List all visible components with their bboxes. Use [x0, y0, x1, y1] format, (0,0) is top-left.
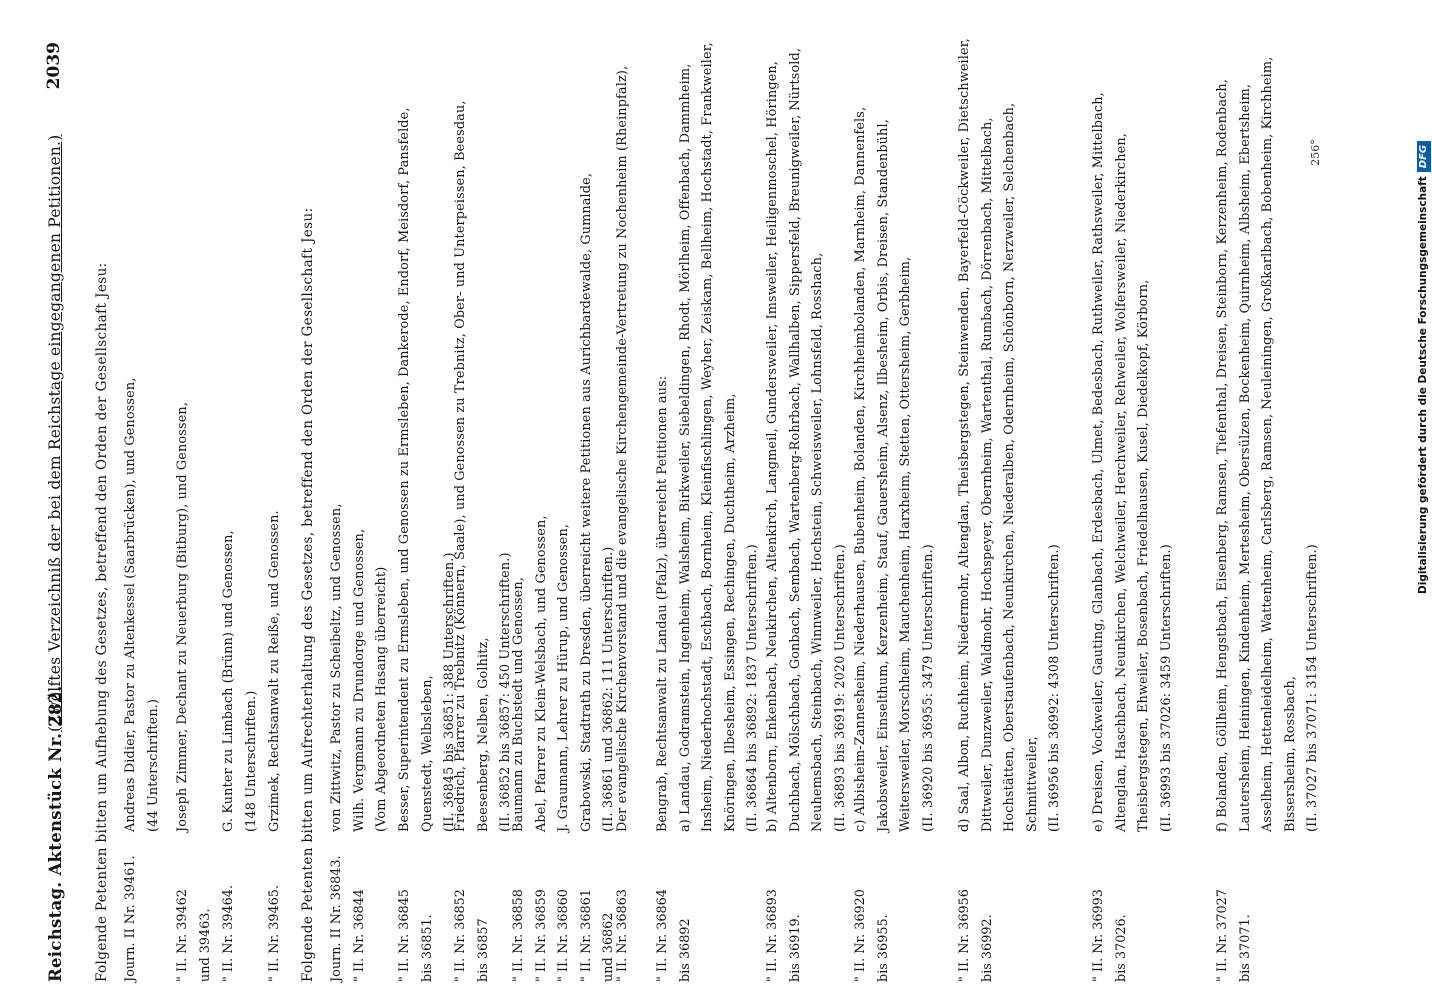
petition-ref: " II. Nr. 36893 bis 36919. — [765, 889, 803, 982]
petition-text: von Zittwitz, Pastor zu Scheibeltz, und Genossen, Wilh. Vergmann zu Drundorge und Genossen, (Vom Abgeordneten Hasang überreicht) — [329, 503, 389, 832]
petition-text: Grzimek, Rechtsanwalt zu Reiße, und Genossen. — [267, 510, 282, 832]
petition-ref: " II. Nr. 39465. — [267, 884, 282, 982]
petition-text: Andreas Didier, Pastor zu Altenkessel (Saarbrücken), und Genossen, (44 Unterschriften.) — [123, 377, 161, 832]
petition-text: Besser, Superintendent zu Ermsleben, und Genossen zu Ermsleben, Dankerode, Endorf, Meisdorf, Pansfelde, Quenstedt, Welbsleben, (II. 36845 bis 36851: 388 Unterschriften.) — [397, 107, 457, 832]
petition-text: Baumann zu Buchstedt und Genossen, Abel, Pfarrer zu Klein-Welsbach, und Genossen, J. Graumann, Lehrer zu Hürup, und Genossen, Grabowski, Stadtrath zu Dresden, überreicht weitere Petitionen aus Aurichbardewalde, Gumnalde, (II. 36861 und 36862: 111 Unterschriften.) — [511, 172, 616, 832]
petition-text: b) Altenborn, Enkenbach, Neukirchen, Altenkirch, Langmeil, Gundersweiler, Imsweiler, Heiligenmoschel, Höringen, Duchbach, Mölschbach, Gonbach, Sembach, Wartenberg-Rohrbach, Wallhalben, Sippersfeld, Breunigweiler, Nürtsold, Neuhemsbach, Steinbach, Winnweiler, Hochstein, Schweisweiler, Lohnsfeld, Rosshach, (II. 36893 bis 36919: 2020 Unterschriften.) — [765, 47, 848, 832]
petition-ref: " II. Nr. 36863 — [615, 889, 630, 982]
page-header — [38, 32, 82, 982]
petition-text: G. Kunter zu Limbach (Brünn) und Genossen, (148 Unterschriften.) — [221, 530, 259, 832]
dfg-credit-text — [1414, 4, 1432, 594]
petition-ref: Journ. II Nr. 36843. " II. Nr. 36844 — [329, 855, 367, 982]
petition-text: f) Bolanden, Göllheim, Hengstbach, Eisenberg, Ramsen, Tiefenthal, Dreisen, Steinborn, Kerzenheim, Rodenbach, Lautersheim, Heiningen, Kindenheim, Mertesheim, Obersülzen, Bockenheim, Quirnheim, Albsheim, Ebertsheim, Asselheim, Hettenleidelheim, Wattenheim, Carlsberg, Ramsen, Neuleiningen, Großkarlbach, Bobenheim, Kirchheim, Bissersheim, Rossbach, (II. 37027 bis 37071: 3154 Unterschriften.) — [1215, 56, 1320, 832]
section-1-intro: Folgende Petenten bitten um Aufhebung des Gesetzes, betreffend den Orden der Gesellschaft Jesu: — [94, 262, 110, 982]
dfg-credit-strip — [1414, 4, 1432, 594]
header-title: Reichstag. Aktenstück Nr. 282. — [46, 685, 65, 982]
small-page-mark: 256° — [1308, 139, 1322, 166]
petition-ref: " II. Nr. 36852 bis 36857 — [453, 889, 491, 982]
petition-text: Joseph Zimmer, Dechant zu Neuerburg (Bitburg), und Genossen, — [175, 401, 190, 832]
petition-ref: " II. Nr. 37027 bis 37071. — [1215, 889, 1253, 982]
petition-text: c) Albisheim-Zannesheim, Niederhausen, Bubenheim, Bolanden, Kirchheimbolanden, Marnheim, Dannenfels, Jakobsweiler, Einselthum, Kerzenheim, Stauf, Gauersheim, Alsenz, Ilbesheim, Orbis, Dreisen, Standenbühl, Weitersweiler, Morschheim, Mauchenheim, Harxheim, Stetten, Ottersheim, Gerbheim, (II. 36920 bis 36955: 3479 Unterschriften.) — [853, 106, 936, 832]
petition-ref: " II. Nr. 36920 bis 36955. — [853, 889, 891, 982]
petition-ref: " II. Nr. 36864 bis 36892 — [655, 889, 693, 982]
header-page-number: 2039 — [44, 42, 64, 90]
petition-ref: " II. Nr. 39462 und 39463. — [175, 889, 213, 982]
dfg-logo: DFG — [1417, 141, 1431, 172]
petition-text: Friedrich, Pfarrer zu Trebnitz (Könnern, Saale), und Genossen zu Trebnitz, Ober- und Unterpeissen, Beesdau, Beesenberg, Nelben, Golhitz, (II. 36852 bis 36857: 450 Unterschriften.) — [453, 100, 513, 832]
petition-ref: " II. Nr. 39464. — [221, 884, 236, 982]
section-2-intro: Folgende Petenten bitten um Aufrechterhaltung des Gesetzes, betreffend den Orden der Gesellschaft Jesu: — [300, 207, 316, 982]
credit-line: Digitalisierung gefördert durch die Deutsche Forschungsgemeinschaft — [1417, 176, 1429, 594]
petition-text: d) Saal, Albon, Ruchheim, Niedermohr, Altenglan, Theisbergstegen, Steinwenden, Bayerfeld-Cöckweiler, Dietschweiler, Dittweiler, Dunzweiler, Waldmohr, Hochspeyer, Obernheim, Wartenthal, Rumbach, Dörrenbach, Mittelbach, Hochstätten, Oberstaufenbach, Neunkirchen, Niederalben, Odernheim, Schönborn, Nerzweiler, Selchenbach, Schmittweiler, (II. 36956 bis 36992: 4308 Unterschriften.) — [957, 38, 1062, 832]
petition-ref: " II. Nr. 36845 bis 36851. — [397, 889, 435, 982]
petition-text: Der evangelische Kirchenvorstand und die evangelische Kirchengemeinde-Vertretung zu Nochenheim (Rheinpfalz), — [615, 65, 630, 832]
petition-ref: " II. Nr. 36858 " II. Nr. 36859 " II. Nr. 36860 " II. Nr. 36861 und 36862 — [511, 889, 616, 982]
petition-text: e) Dreisen, Vockweiler, Gauting, Glanbach, Erdesbach, Ulmet, Bedesbach, Ruthweiler, Rathsweiler, Mittelbach, Altenglan, Haschbach, Neunkirchen, Welchweiler, Herchweiler, Rehweiler, Wolfersweiler, Niederkirchen, Theisbergstegen, Ehweiler, Bosenbach, Friedelhausen, Kusel, Diedelkopf, Körborn, (II. 36993 bis 37026: 3459 Unterschriften.) — [1091, 92, 1174, 832]
petition-ref: Journ. II Nr. 39461. — [123, 855, 138, 982]
petition-text: Bengrab, Rechtsanwalt zu Landau (Pfalz), überreicht Petitionen aus: a) Landau, Godramstein, Ingenheim, Walsheim, Birkweiler, Siebeldingen, Rhodt, Mörlheim, Offenbach, Dammheim, Insheim, Niederhochstadt, Eschbach, Bornheim, Kleinfischlingen, Weyher, Zeiskam, Bellheim, Hochstadt, Frankweiler, Knöringen, Ilbesheim, Essingen, Rechingen, Duchtheim, Arzheim, (II. 36864 bis 36892: 1837 Unterschriften.) — [655, 42, 760, 832]
petition-ref: " II. Nr. 36956 bis 36992. — [957, 889, 995, 982]
petition-ref: " II. Nr. 36993 bis 37026. — [1091, 889, 1129, 982]
header-subtitle: (Zwölftes Verzeichniß der bei dem Reichstage eingegangenen Petitionen.) — [46, 134, 64, 732]
